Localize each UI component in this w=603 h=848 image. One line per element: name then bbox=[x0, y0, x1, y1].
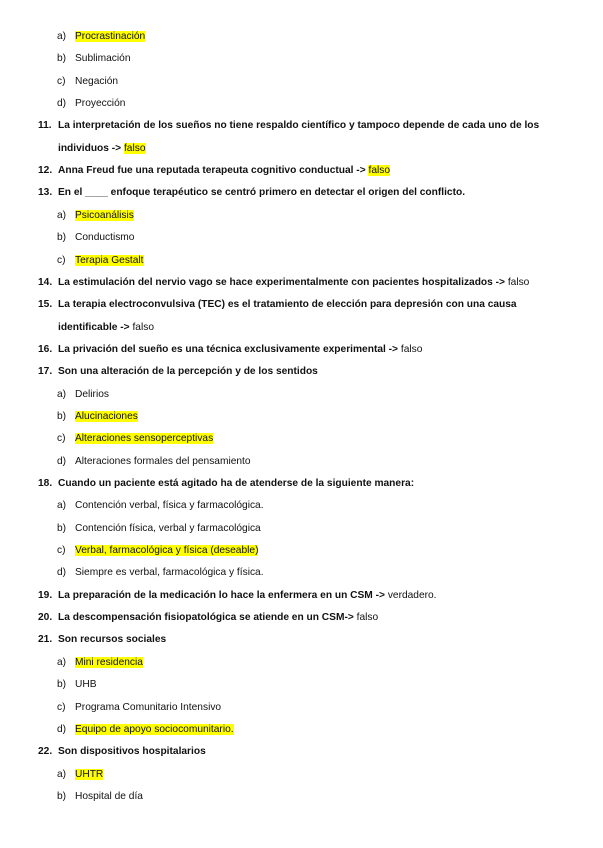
question bbox=[0, 585, 603, 607]
highlighted-option-text: Terapia Gestalt bbox=[75, 254, 144, 266]
question-number: 14. bbox=[38, 276, 53, 288]
option-letter: a) bbox=[57, 31, 67, 42]
question-text: individuos -> bbox=[58, 142, 122, 154]
highlighted-answer: falso bbox=[368, 165, 391, 177]
option-text: UHB bbox=[75, 679, 97, 691]
option-text: Contención verbal, física y farmacológica. bbox=[75, 500, 264, 512]
option-letter: d) bbox=[57, 455, 67, 467]
option-text: Alteraciones formales del pensamiento bbox=[75, 455, 251, 467]
option-text: Delirios bbox=[75, 388, 109, 400]
question bbox=[0, 294, 603, 316]
option-letter: b) bbox=[57, 410, 67, 422]
option-letter: c) bbox=[57, 254, 66, 266]
question-number: 11. bbox=[38, 120, 52, 132]
option-text: Contención física, verbal y farmacológica bbox=[75, 522, 261, 534]
option-letter: c) bbox=[57, 701, 66, 713]
question-number: 13. bbox=[38, 187, 53, 199]
question bbox=[0, 339, 603, 361]
answer-text: falso bbox=[400, 343, 423, 355]
question bbox=[0, 160, 603, 182]
question bbox=[0, 473, 603, 495]
option-letter: b) bbox=[57, 679, 67, 691]
question bbox=[0, 115, 603, 137]
answer-option bbox=[0, 451, 603, 473]
question-number: 16. bbox=[38, 343, 53, 355]
answer-option bbox=[0, 540, 603, 562]
question-text: Son recursos sociales bbox=[58, 634, 167, 646]
option-letter: c) bbox=[57, 433, 66, 445]
option-text: Siempre es verbal, farmacológica y física. bbox=[75, 567, 264, 579]
answer-option bbox=[0, 48, 603, 70]
option-letter: c) bbox=[57, 75, 66, 87]
question-number: 12. bbox=[38, 165, 53, 177]
answer-option bbox=[0, 518, 603, 540]
question-text: La terapia electroconvulsiva (TEC) es el tratamiento de elección para depresión con una causa bbox=[58, 299, 517, 311]
answer-option bbox=[0, 93, 603, 115]
question bbox=[0, 607, 603, 629]
answer-text: falso bbox=[356, 612, 379, 624]
answer-option bbox=[0, 764, 603, 786]
answer-option bbox=[0, 562, 603, 584]
question bbox=[0, 361, 603, 383]
question-text: La privación del sueño es una técnica exclusivamente experimental -> bbox=[58, 343, 399, 355]
question-number: 20. bbox=[38, 612, 53, 624]
answer-option bbox=[0, 406, 603, 428]
question bbox=[0, 272, 603, 294]
question-text: Son una alteración de la percepción y de los sentidos bbox=[58, 366, 318, 378]
option-letter: a) bbox=[57, 656, 67, 668]
answer-option bbox=[0, 674, 603, 696]
answer-option bbox=[0, 652, 603, 674]
option-letter: a) bbox=[57, 500, 67, 512]
highlighted-option-text: Verbal, farmacológica y física (deseable) bbox=[75, 545, 259, 557]
question-number: 21. bbox=[38, 634, 53, 646]
answer-text: falso bbox=[507, 276, 530, 288]
highlighted-option-text: UHTR bbox=[75, 768, 104, 780]
question-text: Cuando un paciente está agitado ha de atenderse de la siguiente manera: bbox=[58, 478, 415, 489]
answer-option bbox=[0, 697, 603, 719]
option-letter: c) bbox=[57, 545, 66, 557]
question-number: 15. bbox=[38, 299, 53, 311]
answer-option bbox=[0, 719, 603, 741]
option-text: Sublimación bbox=[75, 53, 131, 65]
highlighted-option-text: Alteraciones sensoperceptivas bbox=[75, 433, 214, 445]
question bbox=[0, 182, 603, 204]
answer-option bbox=[0, 384, 603, 406]
highlighted-option-text: Equipo de apoyo sociocomunitario. bbox=[75, 723, 234, 735]
option-text: Programa Comunitario Intensivo bbox=[75, 701, 222, 713]
question-text: En el ____ enfoque terapéutico se centró primero en detectar el origen del conflicto. bbox=[58, 187, 466, 199]
option-letter: a) bbox=[57, 768, 67, 780]
answer-text: verdadero. bbox=[387, 589, 437, 601]
question-text: La descompensación fisiopatológica se atiende en un CSM-> bbox=[58, 612, 354, 624]
option-letter: d) bbox=[57, 567, 67, 579]
question bbox=[0, 741, 603, 763]
question-text: La preparación de la medicación lo hace la enfermera en un CSM -> bbox=[58, 589, 385, 601]
option-letter: b) bbox=[57, 53, 67, 65]
question-continuation bbox=[0, 138, 603, 160]
answer-option bbox=[0, 786, 603, 808]
option-text: Hospital de día bbox=[75, 790, 143, 802]
question-continuation bbox=[0, 317, 603, 339]
option-letter: a) bbox=[57, 209, 67, 221]
option-letter: d) bbox=[57, 98, 67, 110]
answer-text: falso bbox=[132, 321, 154, 333]
highlighted-option-text: Alucinaciones bbox=[75, 410, 138, 422]
option-text: Negación bbox=[75, 75, 119, 87]
question-number: 22. bbox=[38, 746, 53, 758]
question-text: La estimulación del nervio vago se hace experimentalmente con pacientes hospitalizados -> bbox=[58, 276, 505, 288]
option-letter: d) bbox=[57, 723, 67, 735]
option-letter: b) bbox=[57, 790, 67, 802]
answer-option bbox=[0, 250, 603, 272]
question-text: Son dispositivos hospitalarios bbox=[58, 746, 206, 758]
highlighted-option-text: Mini residencia bbox=[75, 656, 143, 668]
question bbox=[0, 629, 603, 651]
question-text: Anna Freud fue una reputada terapeuta cognitivo conductual -> bbox=[58, 165, 366, 177]
question-number: 18. bbox=[38, 478, 53, 489]
answer-option bbox=[0, 26, 603, 48]
option-letter: a) bbox=[57, 388, 67, 400]
question-text: identificable -> bbox=[58, 321, 130, 333]
answer-option bbox=[0, 205, 603, 227]
answer-option bbox=[0, 428, 603, 450]
answer-option bbox=[0, 71, 603, 93]
option-letter: b) bbox=[57, 232, 67, 244]
highlighted-answer: falso bbox=[123, 142, 146, 154]
option-letter: b) bbox=[57, 522, 67, 534]
question-number: 17. bbox=[38, 366, 53, 378]
answer-option bbox=[0, 495, 603, 517]
option-text: Conductismo bbox=[75, 232, 135, 244]
answer-option bbox=[0, 227, 603, 249]
question-text: La interpretación de los sueños no tiene respaldo científico y tampoco depende de cada uno de los bbox=[58, 120, 540, 132]
highlighted-option-text: Psicoanálisis bbox=[75, 209, 134, 221]
question-number: 19. bbox=[38, 589, 53, 601]
option-text: Proyección bbox=[75, 98, 126, 110]
highlighted-option-text: Procrastinación bbox=[75, 31, 146, 42]
